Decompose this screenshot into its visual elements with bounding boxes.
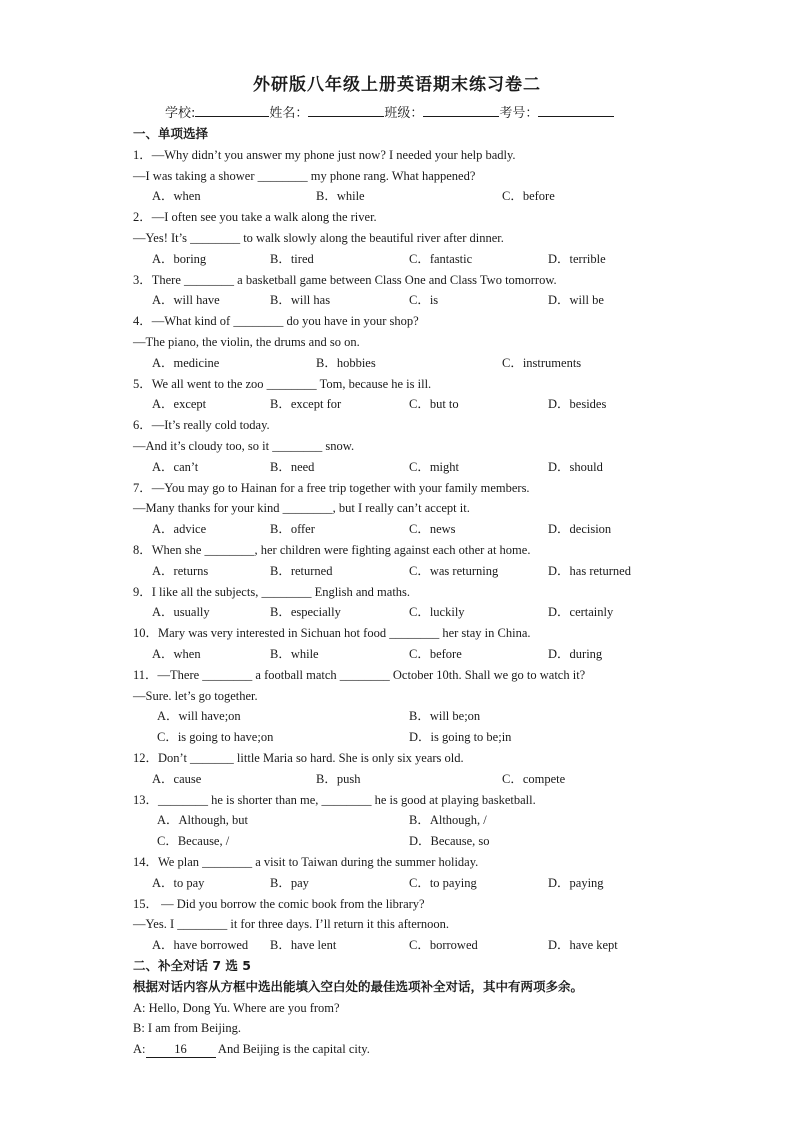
answer-option[interactable]: D．is going to be;in bbox=[409, 730, 512, 745]
answer-option[interactable]: B．need bbox=[270, 459, 315, 474]
answer-option[interactable]: B．Although, / bbox=[409, 813, 487, 828]
dialog-text: And Beijing is the capital city. bbox=[215, 1042, 370, 1057]
answer-option[interactable]: D．Because, so bbox=[409, 834, 490, 849]
answer-option[interactable]: D．should bbox=[548, 459, 603, 474]
answer-option[interactable]: C．to paying bbox=[409, 875, 477, 890]
answer-option[interactable]: A．when bbox=[152, 647, 201, 661]
answer-option[interactable]: A．can’t bbox=[152, 459, 199, 474]
answer-option[interactable]: C．luckily bbox=[409, 605, 465, 620]
question-stem: 5．We all went to the zoo ________ Tom, because he is ill. bbox=[133, 376, 432, 391]
section-heading: 一、单项选择 bbox=[133, 126, 209, 141]
number-field[interactable] bbox=[538, 103, 614, 117]
answer-option[interactable]: A．have borrowed bbox=[152, 938, 249, 953]
blank-16[interactable]: 16 bbox=[146, 1041, 216, 1058]
number-label: 考号： bbox=[499, 106, 539, 121]
answer-option[interactable]: D．besides bbox=[548, 397, 607, 412]
answer-option[interactable]: D．has returned bbox=[548, 563, 631, 578]
answer-option[interactable]: C．borrowed bbox=[409, 938, 478, 953]
question-stem: 13．________ he is shorter than me, ________ he is good at playing basketball. bbox=[133, 792, 536, 807]
answer-option[interactable]: B．hobbies bbox=[316, 355, 376, 370]
answer-option[interactable]: D．decision bbox=[548, 522, 612, 537]
question-line: —I was taking a shower ________ my phone rang. What happened? bbox=[133, 168, 476, 183]
answer-option[interactable]: C．is bbox=[409, 293, 439, 308]
answer-option[interactable]: C．instruments bbox=[502, 355, 582, 370]
answer-option[interactable]: D．during bbox=[548, 647, 603, 661]
answer-option[interactable]: C．was returning bbox=[409, 563, 499, 578]
answer-option[interactable]: B．have lent bbox=[270, 938, 337, 953]
question-line: —The piano, the violin, the drums and so on. bbox=[133, 335, 360, 349]
answer-option[interactable]: B．tired bbox=[270, 251, 314, 266]
answer-option[interactable]: C．compete bbox=[502, 771, 566, 786]
question-line: —Sure. let’s go together. bbox=[133, 688, 258, 703]
answer-option[interactable]: A．when bbox=[152, 189, 201, 204]
answer-option[interactable]: A．cause bbox=[152, 771, 202, 786]
section-instruction: 根据对话内容从方框中选出能填入空白处的最佳选项补全对话，其中有两项多余。 bbox=[133, 978, 584, 994]
answer-option[interactable]: A．advice bbox=[152, 522, 207, 537]
question-stem: 1．—Why didn’t you answer my phone just now? I needed your help badly. bbox=[133, 147, 516, 162]
name-field[interactable] bbox=[308, 103, 384, 117]
answer-option[interactable]: B．while bbox=[316, 189, 365, 204]
school-field[interactable] bbox=[195, 103, 269, 117]
answer-option[interactable]: A．except bbox=[152, 397, 207, 412]
question-stem: 10．Mary was very interested in Sichuan hot food ________ her stay in China. bbox=[133, 626, 531, 641]
answer-option[interactable]: A．to pay bbox=[152, 875, 205, 890]
answer-option[interactable]: B．will be;on bbox=[409, 709, 481, 724]
question-stem: 9．I like all the subjects, ________ English and maths. bbox=[133, 584, 411, 599]
question-stem: 11．—There ________ a football match ________ October 10th. Shall we go to watch it? bbox=[133, 667, 586, 682]
answer-option[interactable]: C．is going to have;on bbox=[157, 730, 274, 745]
class-field[interactable] bbox=[423, 103, 499, 117]
answer-option[interactable]: B．will has bbox=[270, 293, 331, 308]
question-line: —Many thanks for your kind ________, but I really can’t accept it. bbox=[133, 501, 470, 516]
school-label: 学校: bbox=[165, 106, 196, 121]
answer-option[interactable]: C．news bbox=[409, 522, 456, 537]
name-label: 姓名： bbox=[269, 106, 309, 121]
answer-option[interactable]: D．will be bbox=[548, 293, 604, 308]
question-line: —Yes! It’s ________ to walk slowly along the beautiful river after dinner. bbox=[133, 231, 504, 245]
question-stem: 4．—What kind of ________ do you have in your shop? bbox=[133, 314, 419, 329]
dialog-line bbox=[133, 1041, 370, 1058]
answer-option[interactable]: C．fantastic bbox=[409, 251, 473, 266]
answer-option[interactable]: A．Although, but bbox=[157, 813, 248, 828]
dialog-line: A: Hello, Dong Yu. Where are you from? bbox=[133, 1000, 340, 1015]
answer-option[interactable]: B．push bbox=[316, 771, 361, 786]
class-label: 班级： bbox=[384, 106, 424, 121]
answer-option[interactable]: B．pay bbox=[270, 875, 309, 890]
answer-option[interactable]: C．might bbox=[409, 459, 460, 474]
question-stem: 6．—It’s really cold today. bbox=[133, 418, 270, 433]
answer-option[interactable]: A．returns bbox=[152, 563, 209, 578]
answer-option[interactable]: A．usually bbox=[152, 605, 210, 620]
answer-option[interactable]: A．medicine bbox=[152, 355, 220, 370]
question-stem: 14．We plan ________ a visit to Taiwan during the summer holiday. bbox=[133, 855, 479, 869]
answer-option[interactable]: B．offer bbox=[270, 522, 315, 537]
answer-option[interactable]: A．will have bbox=[152, 293, 220, 308]
question-stem: 15． — Did you borrow the comic book from the library? bbox=[133, 896, 425, 911]
answer-option[interactable]: C．Because, / bbox=[157, 834, 230, 849]
answer-option[interactable]: D．have kept bbox=[548, 938, 618, 953]
question-line: —And it’s cloudy too, so it ________ snow. bbox=[133, 439, 355, 453]
answer-option[interactable]: C．before bbox=[502, 189, 555, 204]
question-stem: 2．—I often see you take a walk along the river. bbox=[133, 210, 377, 225]
answer-option[interactable]: B．returned bbox=[270, 563, 333, 578]
question-stem: 7．—You may go to Hainan for a free trip together with your family members. bbox=[133, 480, 530, 495]
answer-option[interactable]: A．boring bbox=[152, 251, 207, 266]
answer-option[interactable]: C．but to bbox=[409, 397, 459, 412]
answer-option[interactable]: D．paying bbox=[548, 875, 604, 890]
page-title: 外研版八年级上册英语期末练习卷二 bbox=[253, 75, 541, 95]
answer-option[interactable]: B．while bbox=[270, 647, 319, 661]
section-heading: 二、补全对话 7 选 5 bbox=[133, 958, 251, 973]
dialog-line: B: I am from Beijing. bbox=[133, 1021, 241, 1036]
student-info-line bbox=[165, 102, 614, 121]
question-line: —Yes. I ________ it for three days. I’ll return it this afternoon. bbox=[133, 917, 450, 932]
question-stem: 3．There ________ a basketball game between Class One and Class Two tomorrow. bbox=[133, 272, 557, 287]
speaker-label: A: bbox=[133, 1042, 146, 1057]
answer-option[interactable]: B．especially bbox=[270, 605, 341, 620]
answer-option[interactable]: B．except for bbox=[270, 397, 342, 412]
answer-option[interactable]: D．terrible bbox=[548, 251, 606, 266]
answer-option[interactable]: A．will have;on bbox=[157, 709, 241, 724]
question-stem: 8．When she ________, her children were fighting against each other at home. bbox=[133, 543, 531, 557]
answer-option[interactable]: D．certainly bbox=[548, 605, 614, 620]
answer-option[interactable]: C．before bbox=[409, 647, 462, 661]
question-stem: 12．Don’t _______ little Maria so hard. She is only six years old. bbox=[133, 751, 464, 765]
